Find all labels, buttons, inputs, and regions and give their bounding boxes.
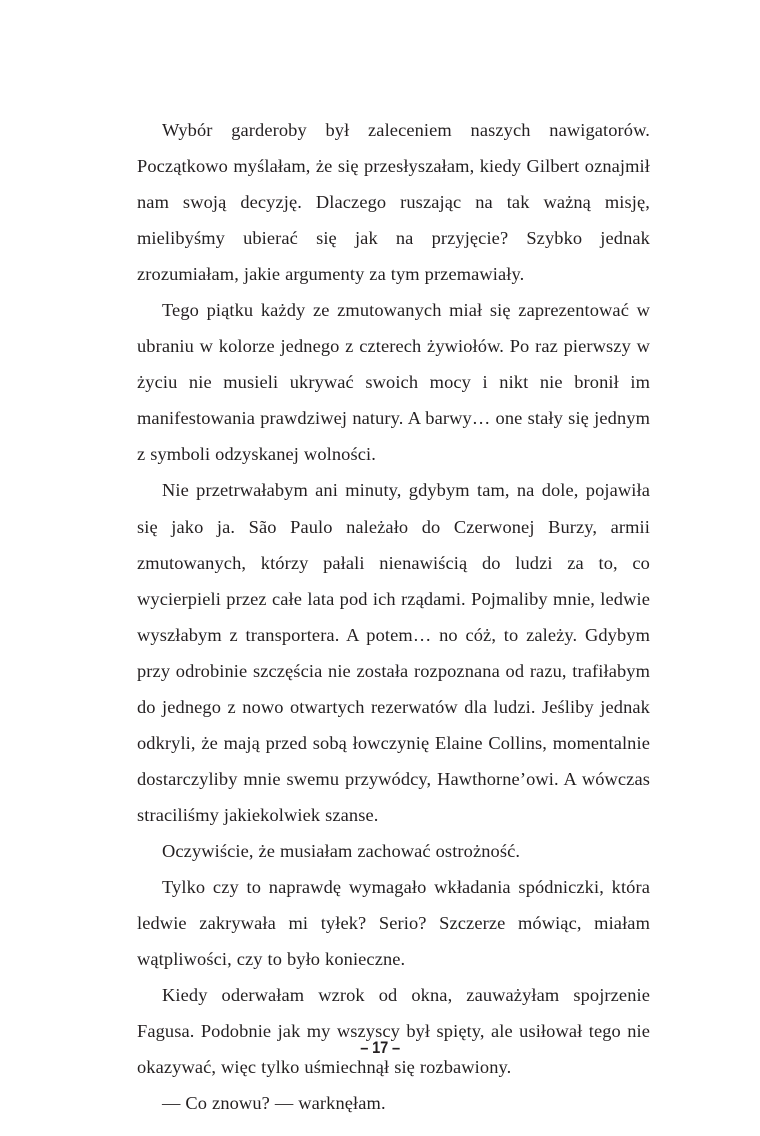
- body-text-column: [137, 112, 650, 1121]
- page-footer: [0, 1038, 760, 1058]
- paragraph-5: Tylko czy to naprawdę wymagało wkładania spódniczki, która ledwie zakrywała mi tyłek? Serio? Szczerze mówiąc, miałam wątpliwości, czy to było konieczne.: [137, 876, 650, 970]
- paragraph-2: Tego piątku każdy ze zmutowanych miał się zaprezentować w ubraniu w kolorze jednego z czterech żywiołów. Po raz pierwszy w życiu nie musieli ukrywać swoich mocy i nikt nie bronił im manifestowania prawdziwej natury. A barwy… one stały się jednym z symboli odzyskanej wolności.: [137, 300, 650, 465]
- paragraph-3: Nie przetrwałabym ani minuty, gdybym tam, na dole, pojawiła się jako ja. São Paulo należało do Czerwonej Burzy, armii zmutowanych, którzy pałali nienawiścią do ludzi za to, co wycierpieli przez całe lata pod ich rządami. Pojmaliby mnie, ledwie wyszłabym z transportera. A potem… no cóż, to zależy. Gdybym przy odrobinie szczęścia nie została rozpoznana od razu, trafiłabym do jednego z nowo otwartych rezerwatów dla ludzi. Jeśliby jednak odkryli, że mają przed sobą łowczynię Elaine Collins, momentalnie dostarczyliby mnie swemu przywódcy, Hawthorne’owi. A wówczas straciliśmy jakiekolwiek szanse.: [137, 480, 650, 825]
- paragraph-7: — Co znowu? — warknęłam.: [162, 1093, 386, 1114]
- page-number: – 17 –: [360, 1038, 400, 1057]
- paragraph-1: Wybór garderoby był zaleceniem naszych nawigatorów. Początkowo myślałam, że się przesłyszałam, kiedy Gilbert oznajmił nam swoją decyzję. Dlaczego ruszając na tak ważną misję, mielibyśmy ubierać się jak na przyjęcie? Szybko jednak zrozumiałam, jakie argumenty za tym przemawiały.: [137, 120, 650, 285]
- paragraph-4: Oczywiście, że musiałam zachować ostrożność.: [162, 840, 521, 861]
- paragraph-6: Kiedy oderwałam wzrok od okna, zauważyłam spojrzenie Fagusa. Podobnie jak my wszyscy był spięty, ale usiłował tego nie okazywać, więc tylko uśmiechnął się rozbawiony.: [137, 985, 650, 1078]
